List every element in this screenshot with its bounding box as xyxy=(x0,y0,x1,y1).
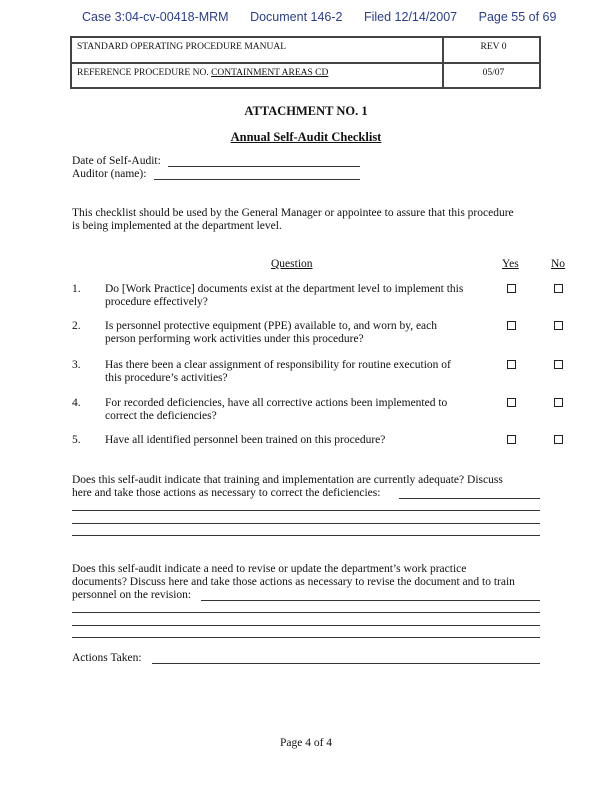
attachment-title: ATTACHMENT NO. 1 xyxy=(244,104,368,118)
auditor-label: Auditor (name): xyxy=(72,168,147,180)
question-2-line-2: person performing work activities under this procedure? xyxy=(105,333,364,345)
actions-taken-label: Actions Taken: xyxy=(72,652,142,664)
question-4-line-2: correct the deficiencies? xyxy=(105,410,217,422)
question-2-yes-checkbox[interactable] xyxy=(507,321,516,330)
question-4-yes-checkbox[interactable] xyxy=(507,398,516,407)
question-3-yes-checkbox[interactable] xyxy=(507,360,516,369)
question-5-line-1: Have all identified personnel been trained on this procedure? xyxy=(105,434,386,446)
question-1-yes-checkbox[interactable] xyxy=(507,284,516,293)
question-4-text xyxy=(105,397,447,423)
question-1-line-1: Do [Work Practice] documents exist at the department level to implement this xyxy=(105,283,464,295)
header-table xyxy=(70,36,541,89)
question-1-number: 1. xyxy=(72,283,81,295)
discussion-2-line-3: personnel on the revision: xyxy=(72,589,192,601)
intro-line-2: is being implemented at the department level. xyxy=(72,220,282,232)
document-number: Document 146-2 xyxy=(250,10,343,24)
intro-line-1: This checklist should be used by the General Manager or appointee to assure that this procedure xyxy=(72,207,514,219)
discussion-1-field-line-2[interactable] xyxy=(72,523,540,524)
discussion-1-line-2: here and take those actions as necessary to correct the deficiencies: xyxy=(72,487,381,499)
question-3-no-checkbox[interactable] xyxy=(554,360,563,369)
header-divider-horizontal xyxy=(72,62,539,64)
question-3-number: 3. xyxy=(72,359,81,371)
discussion-2-field-line-3[interactable] xyxy=(72,637,540,638)
question-2-text xyxy=(105,320,437,346)
question-5-number: 5. xyxy=(72,434,81,446)
discussion-2-line-1: Does this self-audit indicate a need to revise or update the department’s work practice xyxy=(72,563,467,575)
discussion-2-field-line-2[interactable] xyxy=(72,625,540,626)
question-1-no-checkbox[interactable] xyxy=(554,284,563,293)
revision-date: 05/07 xyxy=(482,68,505,78)
question-1-line-2: procedure effectively? xyxy=(105,296,208,308)
court-filing-stamp xyxy=(82,10,574,24)
discussion-1-field-line-3[interactable] xyxy=(72,535,540,536)
question-3-line-1: Has there been a clear assignment of responsibility for routine execution of xyxy=(105,359,451,371)
question-3-text xyxy=(105,359,451,385)
discussion-1-line-1: Does this self-audit indicate that training and implementation are currently adequate? Discuss xyxy=(72,474,503,486)
case-number: Case 3:04-cv-00418-MRM xyxy=(82,10,229,24)
procedure-name: CONTAINMENT AREAS CD xyxy=(211,68,329,78)
date-field[interactable] xyxy=(168,166,360,167)
question-5-no-checkbox[interactable] xyxy=(554,435,563,444)
discussion-1-field-line-1[interactable] xyxy=(72,510,540,511)
question-5-text xyxy=(105,434,385,447)
discussion-2-field-inline[interactable] xyxy=(201,600,540,601)
no-header: No xyxy=(551,258,566,270)
reference-prefix: REFERENCE PROCEDURE NO. xyxy=(77,68,212,78)
question-3-line-2: this procedure’s activities? xyxy=(105,372,228,384)
question-4-number: 4. xyxy=(72,397,81,409)
filed-date: Filed 12/14/2007 xyxy=(363,10,458,24)
question-1-text xyxy=(105,283,463,309)
question-2-number: 2. xyxy=(72,320,81,332)
yes-header: Yes xyxy=(502,258,519,270)
revision: REV 0 xyxy=(480,42,507,52)
auditor-field[interactable] xyxy=(154,179,360,180)
checklist-title: Annual Self-Audit Checklist xyxy=(230,130,382,144)
question-header: Question xyxy=(271,258,313,270)
question-4-line-1: For recorded deficiencies, have all corrective actions been implemented to xyxy=(105,397,448,409)
question-2-no-checkbox[interactable] xyxy=(554,321,563,330)
manual-title: STANDARD OPERATING PROCEDURE MANUAL xyxy=(77,42,287,52)
page-number: Page 55 of 69 xyxy=(478,10,557,24)
question-2-line-1: Is personnel protective equipment (PPE) available to, and worn by, each xyxy=(105,320,438,332)
discussion-1-field-inline[interactable] xyxy=(399,498,540,499)
discussion-2-line-2: documents? Discuss here and take those actions as necessary to revise the document and to train xyxy=(72,576,515,588)
page-footer: Page 4 of 4 xyxy=(279,737,333,749)
date-label: Date of Self-Audit: xyxy=(72,155,161,167)
reference-procedure xyxy=(77,68,328,78)
question-5-yes-checkbox[interactable] xyxy=(507,435,516,444)
actions-taken-field[interactable] xyxy=(152,663,540,664)
question-4-no-checkbox[interactable] xyxy=(554,398,563,407)
discussion-2-field-line-1[interactable] xyxy=(72,612,540,613)
